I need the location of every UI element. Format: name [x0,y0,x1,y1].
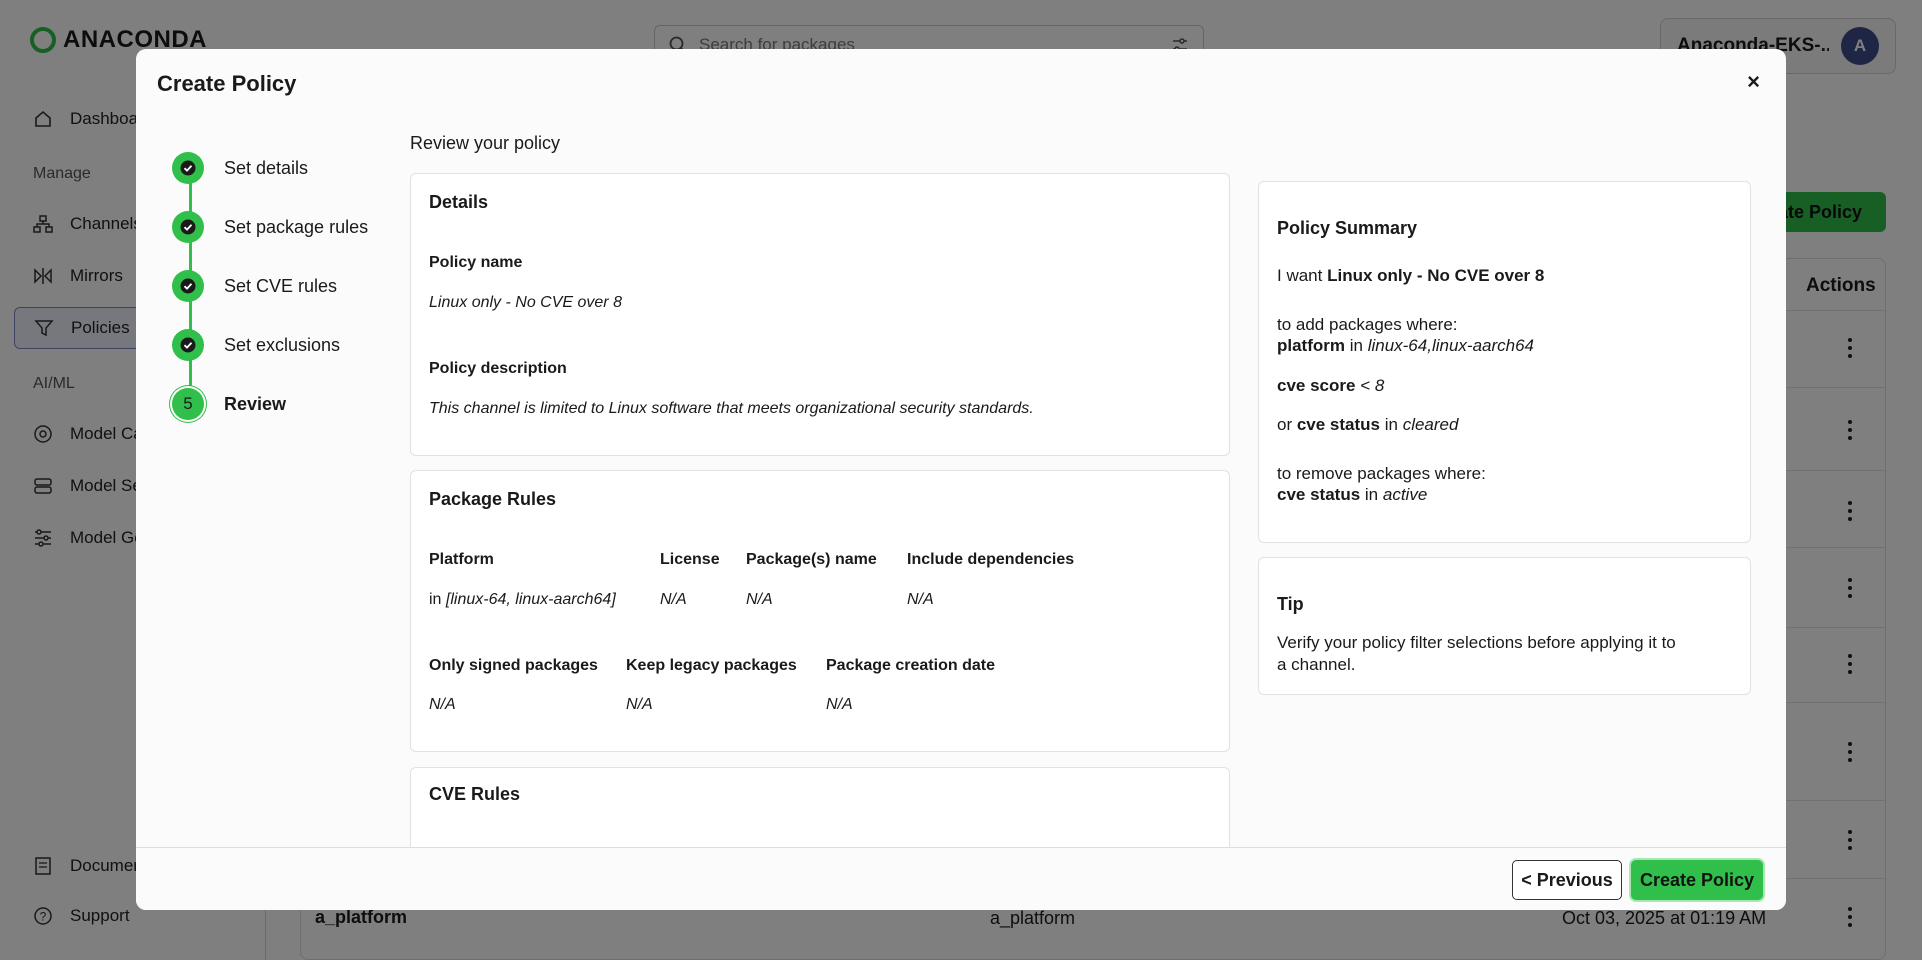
previous-button[interactable]: < Previous [1512,860,1622,900]
keep-legacy-value: N/A [626,696,653,713]
summary-remove-intro: to remove packages where: [1277,464,1486,483]
review-heading: Review your policy [410,133,561,153]
policy-summary-heading: Policy Summary [1277,218,1418,238]
check-icon [172,270,204,302]
summary-cve-score-rule [1277,376,1384,396]
policy-name-label: Policy name [429,254,523,271]
only-signed-label: Only signed packages [429,657,598,674]
summary-cleared-value: cleared [1402,415,1459,434]
summary-platform-rule [1277,336,1534,356]
creation-date-value: N/A [826,696,853,713]
step-set-details[interactable] [172,152,308,184]
step-set-package-rules[interactable] [172,211,368,243]
check-icon [172,329,204,361]
step-set-cve-rules[interactable] [172,270,337,302]
package-name-value: N/A [746,591,773,608]
step-label: Set CVE rules [224,275,338,296]
summary-cve-status-active-rule [1277,485,1427,505]
policy-description-label: Policy description [429,360,567,377]
license-value: N/A [660,591,687,608]
summary-intro [1277,266,1544,286]
summary-policy-name: Linux only - No CVE over 8 [1327,266,1545,285]
summary-in-word: in [1345,336,1368,355]
modal-footer [136,847,1786,910]
summary-cve-score-field: cve score [1277,376,1356,395]
platform-value [429,591,616,609]
tip-text-line-2: a channel. [1277,655,1356,674]
create-policy-button[interactable]: Create Policy [1631,860,1763,900]
create-policy-modal [136,49,1786,910]
step-label: Set exclusions [224,334,341,355]
summary-or-word: or [1277,415,1297,434]
platform-list: [linux-64, linux-aarch64] [445,591,616,608]
package-rules-card [410,470,1230,752]
tip-heading: Tip [1277,594,1304,614]
include-dependencies-label: Include dependencies [907,551,1075,568]
summary-platform-field: platform [1277,336,1345,355]
summary-i-want: I want [1277,266,1328,285]
tip-text-line-1: Verify your policy filter selections before applying it to [1277,633,1676,652]
platform-operator: in [429,591,446,608]
summary-cve-score-op: < 8 [1355,376,1385,395]
license-label: License [660,551,720,568]
step-label: Review [224,393,287,414]
summary-platform-values: linux-64,linux-aarch64 [1367,336,1535,355]
platform-label: Platform [429,551,494,568]
policy-description-value: This channel is limited to Linux software that meets organizational security standards. [429,400,1034,417]
close-icon[interactable]: × [1747,69,1760,94]
creation-date-label: Package creation date [826,657,995,674]
policy-summary-card [1258,181,1751,543]
keep-legacy-label: Keep legacy packages [626,657,797,674]
step-review[interactable] [172,388,286,420]
step-set-exclusions[interactable] [172,329,340,361]
details-card [410,173,1230,456]
summary-cve-status-cleared-rule [1277,415,1458,435]
step-label: Set details [224,157,309,178]
step-label: Set package rules [224,216,369,237]
summary-cve-status-field: cve status [1296,415,1381,434]
summary-in-word: in [1360,485,1383,504]
summary-in-word: in [1380,415,1403,434]
step-number: 5 [172,388,204,420]
include-dependencies-value: N/A [907,591,934,608]
check-icon [172,211,204,243]
package-rules-heading: Package Rules [429,489,557,509]
details-heading: Details [429,192,489,212]
summary-add-intro: to add packages where: [1277,315,1458,334]
cve-rules-heading: CVE Rules [429,784,521,804]
modal-title: Create Policy [157,71,297,96]
policy-name-value: Linux only - No CVE over 8 [429,294,622,311]
tip-card [1258,557,1751,695]
summary-cve-status-field: cve status [1277,485,1361,504]
check-icon [172,152,204,184]
package-name-label: Package(s) name [746,551,877,568]
only-signed-value: N/A [429,696,456,713]
summary-active-value: active [1382,485,1428,504]
